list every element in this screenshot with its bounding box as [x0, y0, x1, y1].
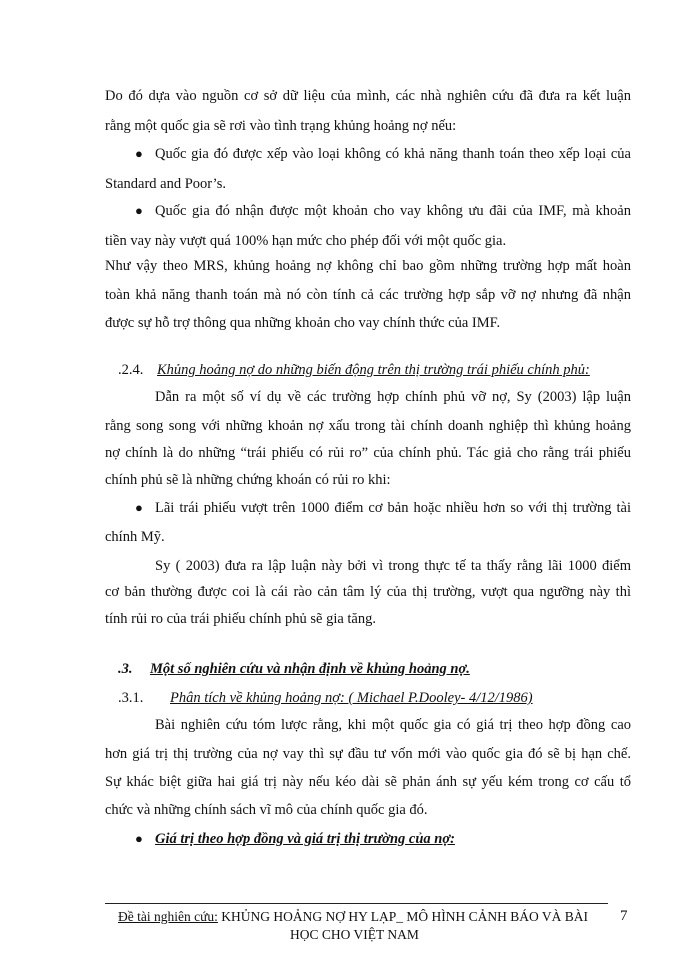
paragraph-line: Do đó dựa vào nguồn cơ sở dữ liệu của mình, các nhà nghiên cứu đã đưa ra kết luận [105, 88, 631, 104]
section-number: .3.1. [118, 690, 144, 706]
paragraph-line: Sự khác biệt giữa hai giá trị này nếu kéo dài sẽ phản ánh sự yếu kém trong cơ cấu tổ [105, 774, 631, 790]
paragraph-line: chính phủ sẽ là những chứng khoán có rủi ro khi: [105, 472, 391, 488]
footer-divider [105, 903, 608, 904]
bullet-line: chính Mỹ. [105, 529, 165, 545]
bullet-heading: Giá trị theo hợp đồng và giá trị thị trường của nợ: [155, 831, 455, 847]
paragraph-line: Dẫn ra một số ví dụ về các trường hợp chính phủ vỡ nợ, Sy (2003) lập luận [155, 389, 631, 405]
paragraph-line: cơ bản thường được coi là cái rào cản tâm lý của thị trường, vượt qua ngưỡng này thì [105, 584, 631, 600]
paragraph-line: Như vậy theo MRS, khủng hoảng nợ không chỉ bao gồm những trường hợp mất hoàn [105, 258, 631, 274]
section-heading: Một số nghiên cứu và nhận định về khủng hoảng nợ. [150, 661, 470, 677]
section-number: .3. [118, 661, 133, 677]
footer-title-line-1 [118, 908, 588, 926]
section-heading: Phân tích về khủng hoảng nợ: ( Michael P.Dooley- 4/12/1986) [170, 690, 533, 706]
page-number: 7 [620, 908, 628, 924]
paragraph-line: hơn giá trị thị trường của nợ vay thì sự đầu tư vốn mới vào quốc gia đó sẽ bị hạn chế. [105, 746, 631, 762]
paragraph-line: toàn khả năng thanh toán mà nó còn tính cả các trường hợp sắp vỡ nợ nhưng đã nhận [105, 287, 631, 303]
bullet-line: Quốc gia đó được xếp vào loại không có khả năng thanh toán theo xếp loại của [155, 146, 631, 162]
bullet-line: Quốc gia đó nhận được một khoản cho vay không ưu đãi của IMF, mà khoản [155, 203, 631, 219]
bullet-line: tiền vay này vượt quá 100% hạn mức cho phép đối với một quốc gia. [105, 233, 507, 249]
bullet-dot-icon: ● [135, 831, 143, 846]
bullet-line: Lãi trái phiếu vượt trên 1000 điểm cơ bản hoặc nhiều hơn so với thị trường tài [155, 500, 631, 516]
paragraph-line: được sự hỗ trợ thông qua những khoản cho vay chính thức của IMF. [105, 315, 501, 331]
footer-title-line-2: HỌC CHO VIỆT NAM [290, 927, 419, 942]
paragraph-line: chức và những chính sách vĩ mô của chính quốc gia đó. [105, 802, 428, 818]
bullet-dot-icon: ● [135, 146, 143, 161]
paragraph-line: tính rủi ro của trái phiếu chính phủ sẽ gia tăng. [105, 611, 376, 627]
paragraph-line: rằng song song với những khoản nợ xấu trong tài chính doanh nghiệp thì khủng hoảng [105, 418, 631, 434]
bullet-dot-icon: ● [135, 500, 143, 515]
paragraph-line: nợ chính là do những “trái phiếu có rủi ro” của chính phủ. Tác giả cho rằng trái phiếu [105, 445, 631, 461]
paragraph-line: Sy ( 2003) đưa ra lập luận này bởi vì trong thực tế ta thấy rằng lãi 1000 điểm [155, 558, 631, 574]
bullet-line: Standard and Poor’s. [105, 176, 226, 192]
footer-label: Đề tài nghiên cứu: [118, 909, 218, 924]
footer-title: KHỦNG HOẢNG NỢ HY LẠP_ MÔ HÌNH CẢNH BÁO VÀ BÀI [217, 909, 589, 924]
section-heading: Khủng hoảng nợ do những biến động trên thị trường trái phiếu chính phủ: [157, 362, 590, 378]
bullet-dot-icon: ● [135, 203, 143, 218]
paragraph-line: rằng một quốc gia sẽ rơi vào tình trạng khủng hoảng nợ nếu: [105, 118, 457, 134]
paragraph-line: Bài nghiên cứu tóm lược rằng, khi một quốc gia có giá trị theo hợp đồng cao [155, 717, 631, 733]
section-number: .2.4. [118, 362, 144, 378]
